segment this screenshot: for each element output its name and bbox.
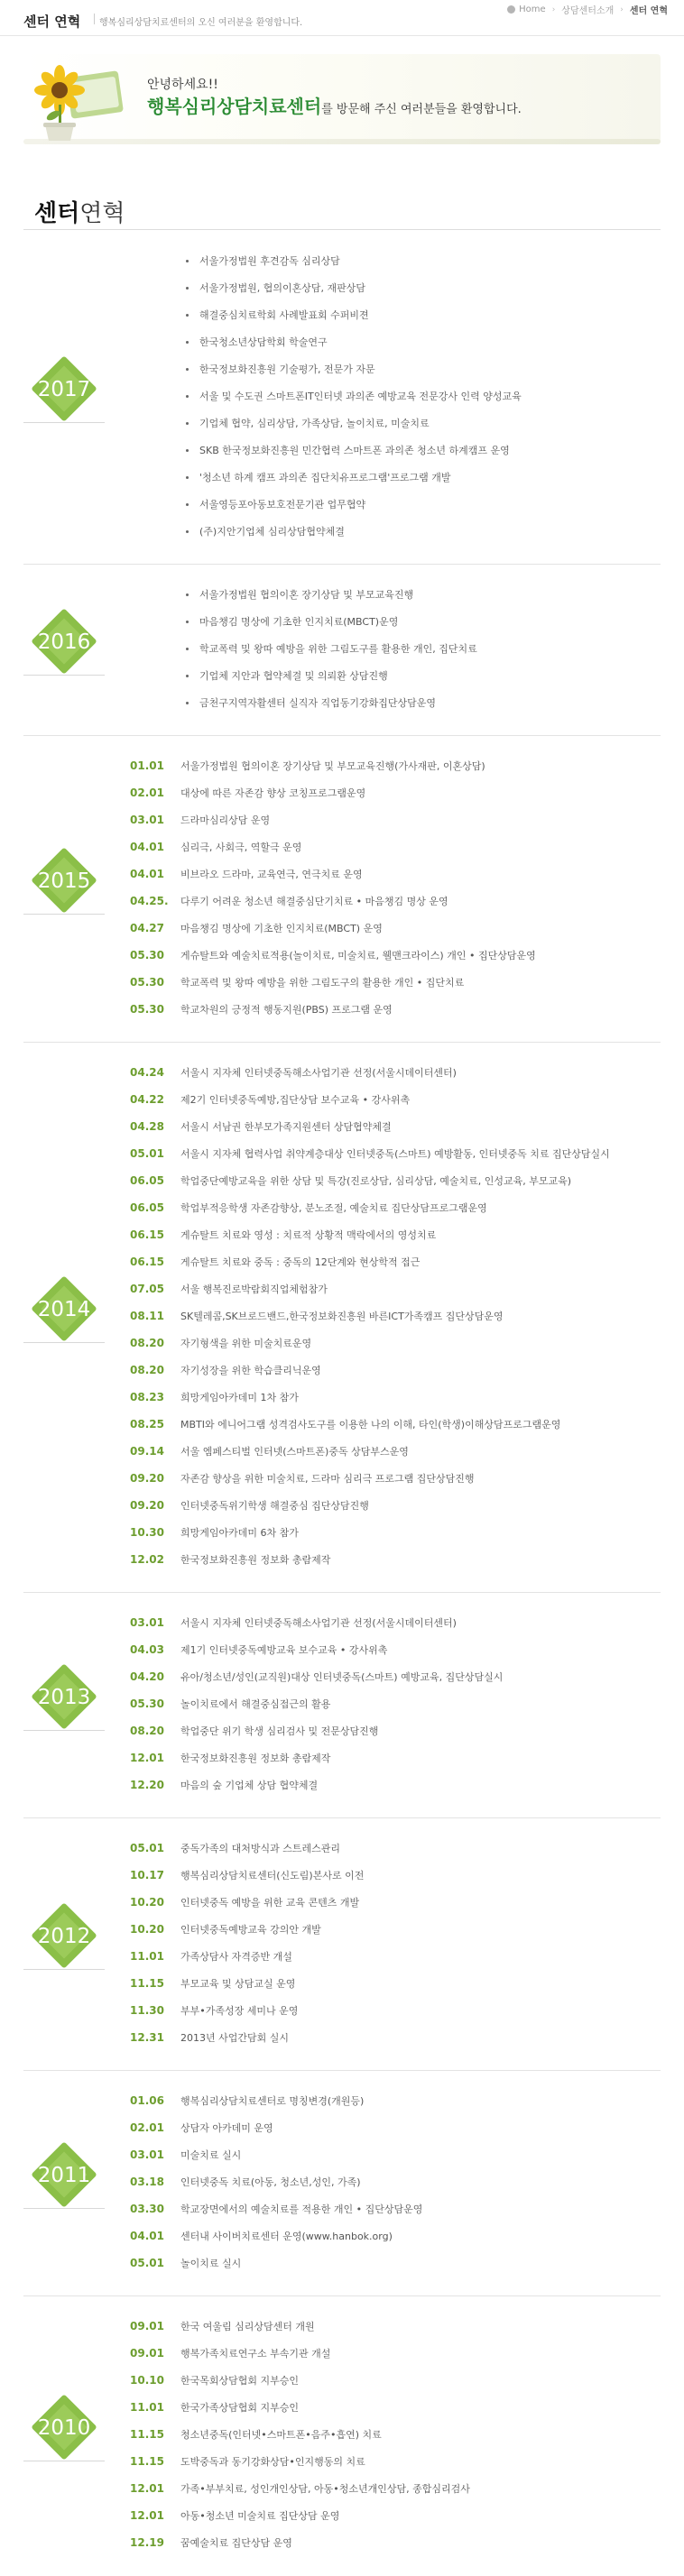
history-date: 08.25 xyxy=(130,1418,164,1431)
bullet-icon xyxy=(186,530,189,533)
history-text: 행복심리상담치료센터(신도림)본사로 이전 xyxy=(180,1870,365,1881)
history-item xyxy=(130,1771,503,1799)
history-text: 서울가정법원 협의이혼 장기상담 및 부모교육진행 xyxy=(199,589,414,601)
history-item xyxy=(130,2475,470,2502)
page-description: 행복심리상담치료센터의 오신 여러분을 환영합니다. xyxy=(99,18,303,28)
history-date: 08.20 xyxy=(130,1364,164,1376)
history-text: 비브라오 드라마, 교육연극, 연극치료 운영 xyxy=(180,869,363,880)
center-name: 행복심리상담치료센터 xyxy=(147,96,322,117)
history-item xyxy=(130,1663,503,1690)
section-divider xyxy=(23,229,661,230)
history-text: 마음챙김 명상에 기초한 인지치료(MBCT)운영 xyxy=(199,616,399,628)
bullet-icon xyxy=(186,476,189,479)
history-text: 2013년 사업간담회 실시 xyxy=(180,2032,289,2044)
history-list xyxy=(130,247,522,545)
history-date: 05.30 xyxy=(130,1003,164,1016)
bullet-icon xyxy=(186,675,189,677)
history-text: MBTI와 에니어그램 성격검사도구를 이용한 나의 이해, 타인(학생)이해상담프로그램운영 xyxy=(180,1419,561,1431)
history-date: 05.30 xyxy=(130,1697,164,1710)
history-text: 학업부적응학생 자존감향상, 분노조절, 예술치료 집단상담프로그램운영 xyxy=(180,1202,487,1214)
history-item xyxy=(130,942,536,969)
history-text: 다루기 어려운 청소년 해결중심단기치료 • 마음챙김 명상 운영 xyxy=(180,896,448,907)
history-item xyxy=(130,635,477,662)
history-text: 한국목회상담협회 지부승인 xyxy=(180,2375,300,2387)
history-date: 02.01 xyxy=(130,2121,164,2134)
history-item xyxy=(130,491,522,518)
history-date: 03.30 xyxy=(130,2203,164,2215)
year-badge xyxy=(23,1283,105,1352)
year-badge-rule xyxy=(23,1342,105,1343)
history-item xyxy=(130,1744,503,1771)
year-badge xyxy=(23,363,105,432)
history-text: 청소년중독(인터넷•스마트폰•음주•흡연) 치료 xyxy=(180,2429,382,2441)
history-item xyxy=(130,1609,503,1636)
history-item xyxy=(130,2367,470,2394)
history-item xyxy=(130,1221,610,1248)
history-item xyxy=(130,1167,610,1194)
history-text: 서울시 지자체 인터넷중독해소사업기관 선정(서울시데이터센터) xyxy=(180,1617,457,1629)
history-text: 해결중심치료학회 사례발표회 수퍼비젼 xyxy=(199,309,369,321)
history-text: 가족상담사 자격증반 개설 xyxy=(180,1951,292,1963)
year-label: 2013 xyxy=(37,1686,91,1709)
history-date: 10.10 xyxy=(130,2374,164,2387)
history-text: (주)지안기업체 심리상담협약체결 xyxy=(199,526,345,538)
history-item xyxy=(130,328,522,355)
history-date: 08.20 xyxy=(130,1337,164,1349)
history-date: 09.01 xyxy=(130,2347,164,2360)
year-badge-rule xyxy=(23,422,105,423)
history-item xyxy=(130,1519,610,1546)
history-item xyxy=(130,1411,610,1438)
history-date: 11.30 xyxy=(130,2004,164,2017)
history-text: 게슈탈트 치료와 중독 : 중독의 12단계와 현상학적 접근 xyxy=(180,1256,421,1268)
history-text: 한국 여울림 심리상담센터 개원 xyxy=(180,2321,315,2332)
history-item xyxy=(130,1113,610,1140)
year-badge xyxy=(23,2149,105,2218)
history-text: 자존감 향상을 위한 미술치료, 드라마 심리극 프로그램 집단상담진행 xyxy=(180,1473,475,1485)
year-divider xyxy=(23,1817,661,1818)
history-text: 게슈탈트와 예술치료적용(놀이치료, 미술치료, 웰맨크라이스) 개인 • 집단상담운영 xyxy=(180,950,536,961)
history-item xyxy=(130,1943,364,1970)
history-date: 07.05 xyxy=(130,1283,164,1295)
year-label: 2016 xyxy=(37,630,91,654)
history-item xyxy=(130,779,536,806)
year-label: 2015 xyxy=(37,869,91,893)
year-divider xyxy=(23,2070,661,2071)
history-item xyxy=(130,2141,422,2168)
home-icon xyxy=(507,5,515,14)
history-date: 12.02 xyxy=(130,1553,164,1566)
history-item xyxy=(130,1889,364,1916)
year-label: 2011 xyxy=(37,2164,91,2187)
history-text: 기업체 지안과 협약체결 및 의뢰환 상담진행 xyxy=(199,670,388,682)
history-date: 12.19 xyxy=(130,2536,164,2549)
history-date: 06.05 xyxy=(130,1174,164,1187)
history-text: 아동•청소년 미술치료 집단상담 운영 xyxy=(180,2510,340,2522)
year-badge xyxy=(23,855,105,924)
history-text: 희망게임아카데미 1차 참가 xyxy=(180,1392,299,1403)
year-divider xyxy=(23,564,661,565)
history-text: 놀이치료에서 해결중심접근의 활용 xyxy=(180,1698,331,1710)
history-text: 부부•가족성장 세미나 운영 xyxy=(180,2005,299,2017)
year-badge xyxy=(23,1910,105,1979)
history-date: 04.28 xyxy=(130,1120,164,1133)
history-text: 자기성장을 위한 학습클리닉운영 xyxy=(180,1365,321,1376)
year-label: 2014 xyxy=(37,1298,91,1321)
section-title xyxy=(34,195,125,228)
history-date: 12.01 xyxy=(130,2509,164,2522)
history-item xyxy=(130,662,477,689)
history-text: 놀이치료 실시 xyxy=(180,2258,242,2269)
year-badge-rule xyxy=(23,914,105,915)
year-block-2010 xyxy=(23,2311,661,2576)
bullet-icon xyxy=(186,593,189,596)
bullet-icon xyxy=(186,260,189,262)
year-block-2016 xyxy=(23,579,661,736)
history-text: 학업중단 위기 학생 심리검사 및 전문상담진행 xyxy=(180,1725,379,1737)
bullet-icon xyxy=(186,368,189,371)
history-item xyxy=(130,1970,364,1997)
chevron-right-icon: › xyxy=(551,5,556,14)
history-item xyxy=(130,1086,610,1113)
history-item xyxy=(130,1248,610,1275)
history-text: 서울 엠페스티벌 인터넷(스마트폰)중독 상담부스운영 xyxy=(180,1446,409,1458)
history-date: 06.05 xyxy=(130,1201,164,1214)
history-text: 학교차원의 긍정적 행동지원(PBS) 프로그램 운영 xyxy=(180,1004,393,1016)
banner-hello: 안녕하세요!! xyxy=(147,78,218,92)
history-item xyxy=(130,1916,364,1943)
history-item xyxy=(130,2313,470,2340)
year-divider xyxy=(23,2295,661,2296)
bullet-icon xyxy=(186,702,189,704)
history-text: 인터넷중독예방교육 강의안 개발 xyxy=(180,1924,321,1936)
history-text: 희망게임아카데미 6차 참가 xyxy=(180,1527,299,1539)
history-text: 행복심리상담치료센터로 명칭변경(개원등) xyxy=(180,2095,365,2107)
history-item xyxy=(130,1357,610,1384)
history-text: 센터내 사이버치료센터 운영(www.hanbok.org) xyxy=(180,2231,393,2242)
history-item xyxy=(130,2168,422,2195)
history-item xyxy=(130,2394,470,2421)
history-item xyxy=(130,2195,422,2222)
bullet-icon xyxy=(186,422,189,425)
history-item xyxy=(130,1717,503,1744)
history-text: 행복가족치료연구소 부속기관 개설 xyxy=(180,2348,331,2360)
history-text: 게슈탈트 치료와 영성 : 치료적 상황적 맥락에서의 영성치료 xyxy=(180,1229,437,1241)
history-date: 06.15 xyxy=(130,1228,164,1241)
history-text: 마음챙김 명상에 기초한 인지치료(MBCT) 운영 xyxy=(180,923,383,934)
history-text: 드라마심리상담 운영 xyxy=(180,814,271,826)
history-item xyxy=(130,996,536,1023)
history-date: 04.01 xyxy=(130,841,164,853)
history-text: '청소년 하계 캠프 과의존 집단치유프로그램'프로그램 개발 xyxy=(199,472,451,483)
history-date: 09.20 xyxy=(130,1472,164,1485)
bullet-icon xyxy=(186,287,189,290)
history-text: 미술치료 실시 xyxy=(180,2149,242,2161)
history-text: 부모교육 및 상담교실 운영 xyxy=(180,1978,296,1990)
history-date: 05.30 xyxy=(130,949,164,961)
history-list xyxy=(130,1059,610,1573)
year-divider xyxy=(23,1042,661,1043)
breadcrumb-about[interactable]: 상담센터소개 xyxy=(561,6,615,16)
history-date: 10.30 xyxy=(130,1526,164,1539)
history-date: 04.27 xyxy=(130,922,164,934)
history-text: 인터넷중독 치료(아동, 청소년,성인, 가족) xyxy=(180,2176,361,2188)
history-item xyxy=(130,382,522,409)
history-text: 제2기 인터넷중독예방,집단상담 보수교육 • 강사위촉 xyxy=(180,1094,411,1106)
history-date: 12.01 xyxy=(130,1752,164,1764)
history-date: 11.15 xyxy=(130,1977,164,1990)
history-item xyxy=(130,1546,610,1573)
history-item xyxy=(130,1997,364,2024)
history-date: 04.22 xyxy=(130,1093,164,1106)
year-block-2014 xyxy=(23,1057,661,1593)
year-block-2012 xyxy=(23,1833,661,2071)
year-badge xyxy=(23,616,105,685)
history-text: 중독가족의 대처방식과 스트레스관리 xyxy=(180,1843,341,1854)
history-item xyxy=(130,2024,364,2051)
history-date: 06.15 xyxy=(130,1256,164,1268)
history-text: 학교장면에서의 예술치료를 적용한 개인 • 집단상담운영 xyxy=(180,2203,423,2215)
history-item xyxy=(130,1302,610,1329)
history-date: 11.01 xyxy=(130,1950,164,1963)
history-item xyxy=(130,806,536,833)
history-text: 금천구지역자활센터 실직자 직업동기강화집단상담운영 xyxy=(199,697,437,709)
history-date: 03.18 xyxy=(130,2176,164,2188)
history-item xyxy=(130,860,536,888)
history-date: 12.31 xyxy=(130,2031,164,2044)
history-date: 04.20 xyxy=(130,1670,164,1683)
history-text: 마음의 숲 기업체 상담 협약체결 xyxy=(180,1780,319,1791)
history-list xyxy=(130,1609,503,1799)
history-text: 서울가정법원 후견감독 심리상담 xyxy=(199,255,340,267)
history-date: 08.20 xyxy=(130,1725,164,1737)
history-date: 11.15 xyxy=(130,2428,164,2441)
history-text: 한국정보화진흥원 정보화 총람제작 xyxy=(180,1753,331,1764)
history-item xyxy=(130,1835,364,1862)
history-date: 01.01 xyxy=(130,759,164,772)
history-item xyxy=(130,1862,364,1889)
history-text: 한국정보화진흥원 정보화 총람제작 xyxy=(180,1554,331,1566)
history-text: 학교폭력 및 왕따 예방을 위한 그림도구를 활용한 개인, 집단치료 xyxy=(199,643,477,655)
history-text: 서울가정법원 협의이혼 장기상담 및 부모교육진행(가사재판, 이혼상담) xyxy=(180,760,485,772)
history-text: 자기형색을 위한 미술치료운영 xyxy=(180,1338,312,1349)
history-text: 도박중독과 동기강화상담•인지행동의 치료 xyxy=(180,2456,365,2468)
year-badge-rule xyxy=(23,1969,105,1970)
history-date: 11.01 xyxy=(130,2401,164,2414)
history-item xyxy=(130,608,477,635)
history-item xyxy=(130,752,536,779)
history-date: 04.24 xyxy=(130,1066,164,1079)
history-list xyxy=(130,2087,422,2277)
history-item xyxy=(130,437,522,464)
title-divider xyxy=(94,14,95,24)
history-date: 03.01 xyxy=(130,1616,164,1629)
history-date: 10.17 xyxy=(130,1869,164,1881)
history-text: 서울영등포아동보호전문기관 업무협약 xyxy=(199,499,366,511)
history-item xyxy=(130,2249,422,2277)
history-date: 04.25. xyxy=(130,895,169,907)
history-date: 05.01 xyxy=(130,1147,164,1160)
history-text: 꿈예술치료 집단상담 운영 xyxy=(180,2537,292,2549)
history-text: 한국정보화진흥원 기술평가, 전문가 자문 xyxy=(199,363,375,375)
year-label: 2012 xyxy=(37,1925,91,1948)
history-text: 서울 행복진로박람회직업체험참가 xyxy=(180,1283,328,1295)
history-item xyxy=(130,1194,610,1221)
bullet-icon xyxy=(186,648,189,650)
bullet-icon xyxy=(186,503,189,506)
year-block-2013 xyxy=(23,1607,661,1818)
history-item xyxy=(130,969,536,996)
history-item xyxy=(130,1690,503,1717)
history-text: 학업중단예방교육을 위한 상담 및 특강(진로상담, 심리상담, 예술치료, 인성교육, 부모교육) xyxy=(180,1175,572,1187)
history-item xyxy=(130,1384,610,1411)
history-text: 한국가족상담협회 지부승인 xyxy=(180,2402,300,2414)
history-item xyxy=(130,1492,610,1519)
history-list xyxy=(130,581,477,716)
chevron-right-icon: › xyxy=(620,5,624,14)
history-text: 심리극, 사회극, 역할극 운영 xyxy=(180,842,302,853)
history-text: 서울시 지자체 인터넷중독해소사업기관 선정(서울시데이터센터) xyxy=(180,1067,457,1079)
history-date: 12.20 xyxy=(130,1779,164,1791)
history-date: 11.15 xyxy=(130,2455,164,2468)
history-text: 서울가정법원, 협의이혼상담, 재판상담 xyxy=(199,282,366,294)
history-list xyxy=(130,2313,470,2556)
history-date: 05.30 xyxy=(130,976,164,989)
year-label: 2017 xyxy=(37,378,91,401)
history-date: 12.01 xyxy=(130,2482,164,2495)
history-item xyxy=(130,2448,470,2475)
history-date: 03.01 xyxy=(130,814,164,826)
history-date: 02.01 xyxy=(130,787,164,799)
history-item xyxy=(130,689,477,716)
bullet-icon xyxy=(186,341,189,344)
history-item xyxy=(130,1275,610,1302)
bullet-icon xyxy=(186,395,189,398)
history-text: 대상에 따른 자존감 향상 코칭프로그램운영 xyxy=(180,787,366,799)
year-divider xyxy=(23,1592,661,1593)
history-item xyxy=(130,2529,470,2556)
history-date: 10.20 xyxy=(130,1923,164,1936)
history-text: 기업체 협약, 심리상담, 가족상담, 놀이치료, 미술치료 xyxy=(199,418,430,429)
banner-greeting xyxy=(147,92,522,118)
history-list xyxy=(130,752,536,1023)
breadcrumb xyxy=(507,3,668,16)
history-text: 인터넷중독 예방을 위한 교육 콘텐츠 개발 xyxy=(180,1897,360,1909)
history-text: 서울시 서남권 한부모가족지원센터 상담협약체결 xyxy=(180,1121,392,1133)
year-badge-rule xyxy=(23,675,105,676)
history-item xyxy=(130,888,536,915)
history-item xyxy=(130,1059,610,1086)
history-text: 가족•부부치료, 성인개인상담, 아동•청소년개인상담, 종합심리검사 xyxy=(180,2483,470,2495)
history-text: 상담자 아카데미 운영 xyxy=(180,2122,273,2134)
history-item xyxy=(130,581,477,608)
history-item xyxy=(130,2502,470,2529)
history-date: 08.11 xyxy=(130,1310,164,1322)
history-item xyxy=(130,1465,610,1492)
history-date: 10.20 xyxy=(130,1896,164,1909)
history-text: 서울 및 수도권 스마트폰IT인터넷 과의존 예방교육 전문강사 인력 양성교육 xyxy=(199,391,522,402)
history-date: 08.23 xyxy=(130,1391,164,1403)
history-text: SK텔레콤,SK브로드밴드,한국정보화진흥원 바른ICT가족캠프 집단상담운영 xyxy=(180,1311,504,1322)
year-block-2011 xyxy=(23,2085,661,2296)
history-item xyxy=(130,1636,503,1663)
section-title-rest: 연혁 xyxy=(79,200,125,227)
bullet-icon xyxy=(186,314,189,317)
top-bar xyxy=(0,0,684,36)
history-date: 03.01 xyxy=(130,2148,164,2161)
history-text: 제1기 인터넷중독예방교육 보수교육 • 강사위촉 xyxy=(180,1644,388,1656)
year-divider xyxy=(23,735,661,736)
history-date: 04.01 xyxy=(130,2230,164,2242)
history-item xyxy=(130,518,522,545)
history-date: 04.01 xyxy=(130,868,164,880)
breadcrumb-home[interactable]: Home xyxy=(519,5,546,14)
history-item xyxy=(130,301,522,328)
history-item xyxy=(130,409,522,437)
history-date: 05.01 xyxy=(130,2257,164,2269)
history-text: 인터넷중독위기학생 해결중심 집단상담진행 xyxy=(180,1500,369,1512)
history-list xyxy=(130,1835,364,2051)
welcome-banner xyxy=(23,54,661,144)
year-badge xyxy=(23,2402,105,2470)
year-block-2017 xyxy=(23,245,661,565)
year-badge xyxy=(23,1671,105,1740)
history-item xyxy=(130,247,522,274)
bullet-icon xyxy=(186,621,189,623)
history-date: 09.01 xyxy=(130,2320,164,2332)
history-date: 04.03 xyxy=(130,1643,164,1656)
history-item xyxy=(130,355,522,382)
history-item xyxy=(130,833,536,860)
year-label: 2010 xyxy=(37,2416,91,2440)
page-title: 센터 연혁 xyxy=(23,14,81,30)
year-block-2015 xyxy=(23,750,661,1043)
history-item xyxy=(130,2222,422,2249)
history-item xyxy=(130,1438,610,1465)
bullet-icon xyxy=(186,449,189,452)
history-text: 유아/청소년/성인(교직원)대상 인터넷중독(스마트) 예방교육, 집단상담실시 xyxy=(180,1671,504,1683)
section-title-bold: 센터 xyxy=(34,200,80,227)
history-item xyxy=(130,2087,422,2114)
history-item xyxy=(130,1329,610,1357)
history-item xyxy=(130,464,522,491)
history-item xyxy=(130,274,522,301)
year-badge-rule xyxy=(23,2208,105,2209)
history-text: SKB 한국정보화진흥원 민간협력 스마트폰 과의존 청소년 하계캠프 운영 xyxy=(199,445,510,456)
sunflower-pot-illustration xyxy=(29,63,128,143)
history-text: 한국청소년상담학회 학술연구 xyxy=(199,336,328,348)
history-item xyxy=(130,1140,610,1167)
history-item xyxy=(130,2421,470,2448)
history-date: 09.20 xyxy=(130,1499,164,1512)
year-badge-rule xyxy=(23,1730,105,1731)
breadcrumb-current: 센터 연혁 xyxy=(629,6,668,16)
history-date: 05.01 xyxy=(130,1842,164,1854)
history-item xyxy=(130,2340,470,2367)
welcome-text: 를 방문해 주신 여러분들을 환영합니다. xyxy=(321,103,522,116)
history-date: 09.14 xyxy=(130,1445,164,1458)
history-item xyxy=(130,2114,422,2141)
history-item xyxy=(130,915,536,942)
history-text: 서울시 지자체 협력사업 취약계층대상 인터넷중독(스마트) 예방활동, 인터넷중독 치료 집단상담실시 xyxy=(180,1148,610,1160)
history-date: 01.06 xyxy=(130,2094,164,2107)
history-text: 학교폭력 및 왕따 예방을 위한 그림도구의 활용한 개인 • 집단치료 xyxy=(180,977,465,989)
